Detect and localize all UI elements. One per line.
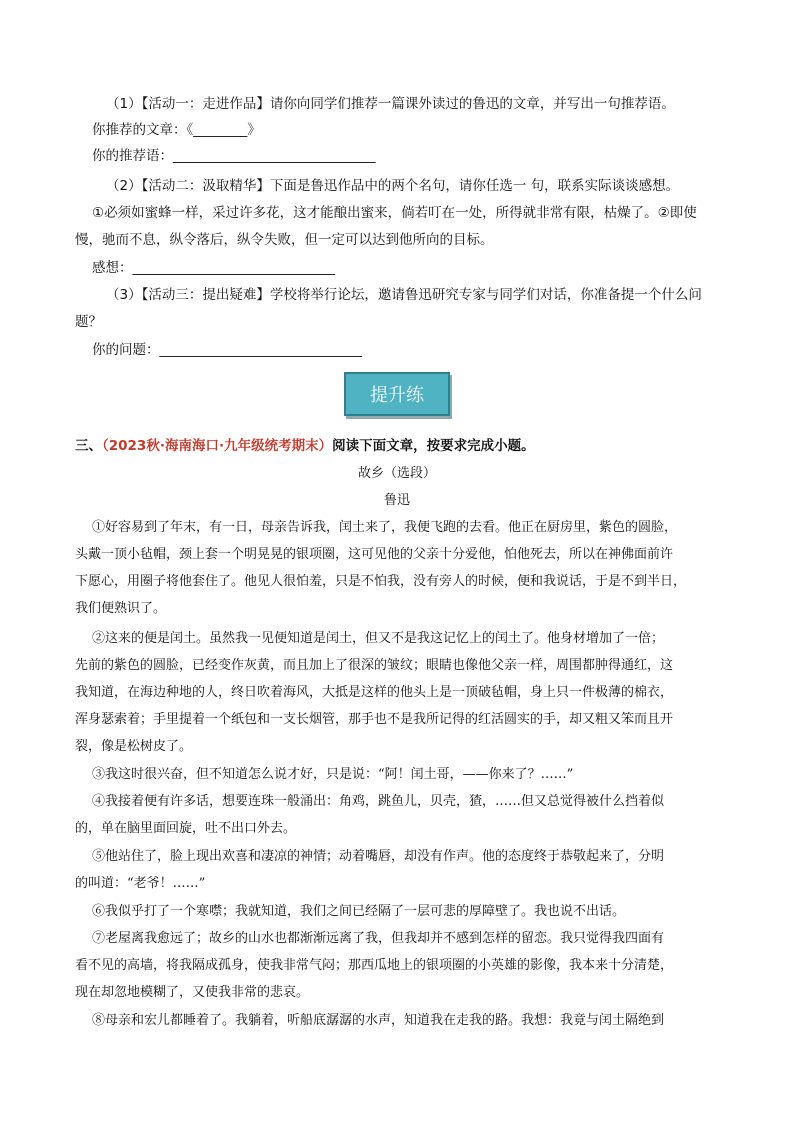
article-title: 故乡（选段）: [357, 466, 436, 481]
activity-2-quote-line-1: ①必须如蜜蜂一样，采过许多花，这才能酿出蜜来，倘若叮在一处，所得就非常有限，枯燥了。②即使: [92, 205, 697, 221]
article-line: ③我这时很兴奋，但不知道怎么说才好，只是说：“阿！闰土哥，——你来了？……”: [92, 767, 574, 782]
activity-3-question-line-2: 题？: [75, 314, 102, 330]
article-line: 的叫道：“老爷！……”: [75, 876, 206, 891]
section-3-source: （2023秋·海南海口·九年级统考期末）: [102, 438, 333, 454]
article-line: 我们便熟识了。: [75, 601, 167, 616]
activity-2-question: （2）【活动二：汲取精华】下面是鲁迅作品中的两个名句，请你任选一 句，联系实际谈谈感想。: [106, 178, 680, 194]
article-line: 头戴一顶小毡帽，颈上套一个明晃晃的银项圈，这可见他的父亲十分爱他，怕他死去，所以在神佛面前许: [75, 547, 674, 562]
section-banner: 提升练: [344, 372, 450, 416]
activity-2-quote-line-2: 慢，驰而不息，纵令落后，纵令失败，但一定可以达到他所向的目标。: [75, 232, 494, 248]
article-line: 下愿心，用圈子将他套住了。他见人很怕羞，只是不怕我，没有旁人的时候，便和我说话，于是不到半日，: [75, 574, 687, 589]
article-line: 裂，像是松树皮了。: [75, 739, 193, 754]
activity-1-question: （1）【活动一：走进作品】请你向同学们推荐一篇课外读过的鲁迅的文章，并写出一句推荐语。: [106, 96, 675, 112]
article-line: 的，单在脑里面回旋，吐不出口外去。: [75, 821, 297, 836]
activity-3-answer-blank: 你的问题：______________________________: [92, 342, 362, 358]
section-3-prefix: 三、: [75, 438, 102, 454]
activity-1-recommendation-blank: 你的推荐语：______________________________: [92, 148, 376, 164]
article-line: 看不见的高墙，将我隔成孤身，使我非常气闷；那西瓜地上的银项圈的小英雄的影像，我本来十分清楚，: [75, 958, 674, 973]
article-line: 先前的紫色的圆脸，已经变作灰黄，而且加上了很深的皱纹；眼睛也像他父亲一样，周围都肿得通红，这: [75, 658, 674, 673]
article-line: 现在却忽地模糊了，又使我非常的悲哀。: [75, 985, 310, 1000]
activity-3-question-line-1: （3）【活动三：提出疑难】学校将举行论坛，邀请鲁迅研究专家与同学们对话，你准备提一个什么问: [106, 287, 702, 303]
article-line: 我知道，在海边种地的人，终日吹着海风，大抵是这样的他头上是一顶破毡帽，身上只一件极薄的棉衣，: [75, 685, 674, 700]
section-3-instruction: 阅读下面文章，按要求完成小题。: [332, 438, 535, 454]
article-line: ⑥我似乎打了一个寒噤；我就知道，我们之间已经隔了一层可悲的厚障壁了。我也说不出话。: [92, 904, 626, 919]
article-line: ②这来的便是闰土。虽然我一见便知道是闰土，但又不是我这记忆上的闰土了。他身材增加了一倍；: [92, 631, 665, 646]
article-line: 浑身瑟索着；手里提着一个纸包和一支长烟管，那手也不是我所记得的红活圆实的手，却又粗又笨而且开: [75, 712, 674, 727]
activity-2-answer-blank: 感想：______________________________: [92, 260, 335, 276]
article-author: 鲁迅: [383, 493, 410, 508]
article-line: ⑤他站住了，脸上现出欢喜和凄凉的神情；动着嘴唇，却没有作声。他的态度终于恭敬起来了，分明: [92, 849, 665, 864]
article-line: ⑦老屋离我愈远了；故乡的山水也都渐渐远离了我，但我却并不感到怎样的留恋。我只觉得我四面有: [92, 931, 665, 946]
article-line: ⑧母亲和宏儿都睡着了。我躺着，听船底潺潺的水声，知道我在走我的路。我想：我竟与闰土隔绝到: [92, 1013, 665, 1028]
article-line: ①好容易到了年末，有一日，母亲告诉我，闰土来了，我便飞跑的去看。他正在厨房里，紫色的圆脸，: [92, 520, 678, 535]
section-3-heading: [75, 436, 535, 456]
article-line: ④我接着便有许多话，想要连珠一般涌出：角鸡，跳鱼儿，贝壳，猹，……但又总觉得被什么挡着似: [92, 794, 665, 809]
activity-1-article-blank: 你推荐的文章：《________》: [92, 122, 261, 138]
